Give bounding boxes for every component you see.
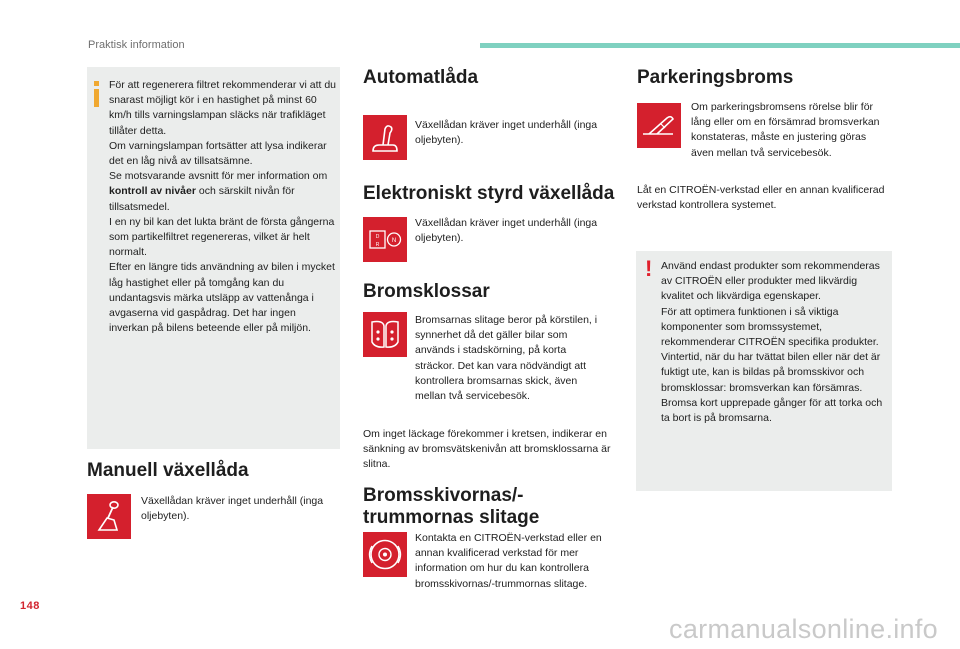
heading-brake-discs [363, 485, 539, 529]
svg-text:R: R [375, 242, 380, 248]
info-icon [94, 81, 99, 107]
warning-box-brake-products [636, 251, 892, 491]
info-paragraph: Om varningslampan fortsätter att lysa indikerar det en låg nivå av tillsatsämne. [109, 139, 327, 168]
manual-gearbox-text: Växellådan kräver inget underhåll (inga oljebyten). [141, 495, 324, 523]
heading-line: trummornas slitage [363, 507, 540, 528]
heading-manual-gearbox: Manuell växellåda [87, 460, 249, 481]
watermark: carmanualsonline.info [669, 614, 938, 644]
parking-brake-text-2: Låt en CITROËN-verkstad eller en annan kvalificerad verkstad kontrollera systemet. [637, 184, 885, 212]
parking-brake-text: Om parkeringsbromsens rörelse blir för lång eller om en försämrad bromsverkan konstateras, måste en justering göras även mellan två servicebesök. [691, 101, 880, 159]
info-text: och särskilt nivån för tillsatsmedel. [109, 185, 295, 213]
info-paragraph: Efter en längre tids användning av bilen i mycket låg hastighet eller på tomgång kan du undantagsvis märka utsläpp av vattenånga i avgaserna vid gaspådrag. Det har ingen inverkan på bilens beteende eller på miljön. [109, 261, 335, 335]
header-accent-bar [480, 43, 960, 48]
brake-pads-icon [363, 312, 407, 357]
heading-automatic-gearbox: Automatlåda [363, 67, 479, 88]
heading-electronic-gearbox: Elektroniskt styrd växellåda [363, 183, 615, 204]
brake-disc-icon [363, 532, 407, 577]
svg-text:D: D [375, 234, 380, 240]
warning-icon: ! [645, 256, 653, 281]
section-title: Praktisk information [88, 39, 185, 51]
brake-pads-text-2: Om inget läckage förekommer i kretsen, indikerar en sänkning av bromsvätskenivån att bromsklossarna är slitna. [363, 428, 611, 471]
info-text: Se motsvarande avsnitt för mer information om [109, 170, 328, 183]
warning-box-text [661, 259, 889, 426]
info-paragraph [109, 169, 337, 215]
info-paragraph: För att regenerera filtret rekommenderar vi att du snarast möjligt kör i en hastighet på minst 60 km/h tills varningslampan släcks när trafikläget tillåter detta. [109, 79, 337, 137]
automatic-gearbox-text: Växellådan kräver inget underhåll (inga oljebyten). [415, 119, 598, 147]
warning-paragraph: Vintertid, när du har tvättat bilen eller när det är fuktigt ute, kan is bildas på bromsskivor och bromsklossar: bromsverkan kan försämras. Bromsa kort upprepade gånger för att torka och ta bort is på bromsarna. [661, 351, 883, 425]
parking-brake-lever-icon [637, 103, 681, 148]
info-box-particle-filter [87, 67, 340, 449]
info-box-text [109, 78, 337, 336]
electronic-gearbox-text: Växellådan kräver inget underhåll (inga oljebyten). [415, 217, 598, 245]
heading-line: Bromsskivornas/- [363, 485, 524, 506]
manual-gear-shift-icon [87, 494, 131, 539]
heading-parking-brake: Parkeringsbroms [637, 67, 794, 88]
brake-pads-text: Bromsarnas slitage beror på körstilen, i synnerhet då det gäller bilar som används i stadskörning, på korta sträckor. Det kan vara nödvändigt att kontrollera bromsarnas skick, även mellan två servicebesök. [415, 314, 598, 403]
warning-paragraph: För att optimera funktionen i så viktiga komponenter som bromssystemet, rekommenderar CITROËN specifika produkter. [661, 305, 879, 349]
info-bold-reference: kontroll av nivåer [109, 185, 196, 198]
heading-brake-pads: Bromsklossar [363, 281, 490, 302]
automatic-gear-selector-icon [363, 115, 407, 160]
electronic-gearbox-icon [363, 217, 407, 262]
brake-discs-text: Kontakta en CITROËN-verkstad eller en annan kvalificerad verkstad för mer information om hur du kan kontrollera bromsskivornas/-trummornas slitage. [415, 532, 602, 590]
warning-paragraph: Använd endast produkter som rekommenderas av CITROËN eller produkter med likvärdig kvalitet och likvärdiga egenskaper. [661, 260, 880, 303]
page-number: 148 [20, 600, 40, 612]
svg-text:N: N [391, 238, 397, 244]
info-paragraph: I en ny bil kan det lukta bränt de första gångerna som partikelfiltret regenereras, vilket är helt normalt. [109, 215, 335, 259]
